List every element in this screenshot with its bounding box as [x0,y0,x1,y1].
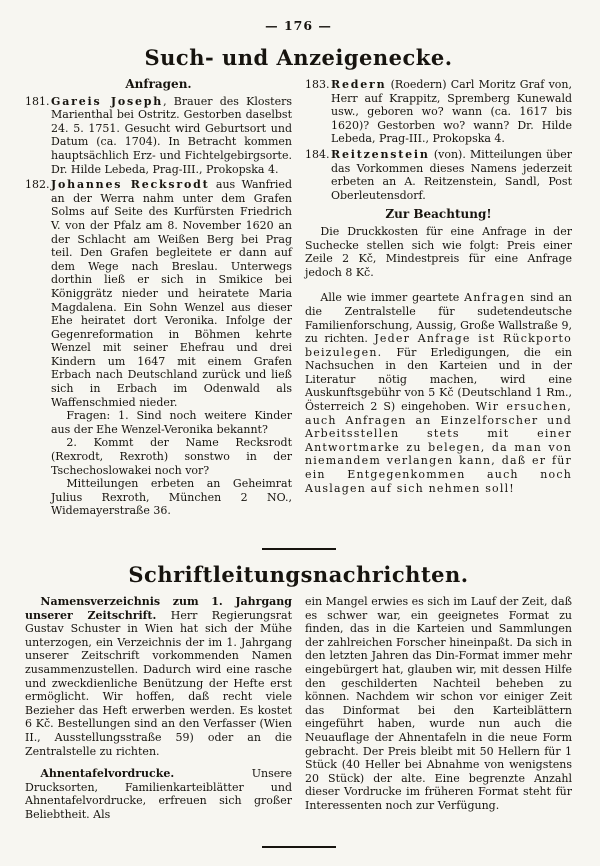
paragraph [51,409,292,436]
paragraph [331,148,572,202]
paragraph [25,767,292,821]
item-number: 182. [25,178,50,192]
schriftleitung-right-column [305,595,572,837]
body-text: aus Wanfried an der Werra nahm unter dem Grafen Solms auf Seite des Kurfürsten Friedrich V. von der Pfalz am 8. November 1620 an der Schlacht am Weißen Berg bei Prag teil. Den Grafen begleitete er dann auf dem Wege nach Breslau. Unterwegs dorthin ließ er sich in Smikice bei Königgrätz nieder und heiratete Maria Magdalena. Ein Sohn Wenzel aus dieser Ehe heiratet dort Veronika. Infolge der Gegenreformation in Böhmen kehrte Wenzel mit seiner Ehefrau und drei Kindern um 1647 mit einem Grafen Erbach nach Deutschland zurück und ließ sich in Erbach im Odenwald als Waffenschmied nieder. [51,178,292,409]
beachtung-heading: Zur Beachtung! [385,207,492,222]
section-divider-rule [262,548,336,550]
paragraph [51,178,292,409]
item-text [331,148,572,202]
emphasized-text: Gareis Joseph [51,94,164,108]
emphasized-text: Redern [331,78,387,91]
suchecke-left-column [25,78,292,540]
body-text: sind an die Zentralstelle für sudetendeutsche Familienforschung, Aussig, Große Wallstraße 9, zu richten. [305,291,572,346]
suchecke-right-column [305,78,572,540]
anfrage-item-183 [305,78,572,146]
body-text: (Roedern) Carl Moritz Graf von, Herr auf Krappitz, Spremberg Kunewald usw., geboren wo? wann (ca. 1617 bis 1620)? Gestorben wo? wann? Dr. Hilde Lebeda, Prag-III., Prokopska 4. [331,78,572,146]
section-title-schriftleitung: Schriftleitungsnachrichten. [128,562,469,587]
paragraph [305,291,572,495]
body-text: Die Druckkosten für eine Anfrage in der Suchecke stellen sich wie folgt: Preis einer Zeile 2 Kč, Mindestpreis für eine Anfrage jedoch 8 Kč. [305,224,572,279]
item-text [51,95,292,177]
anfrage-item-184 [305,148,572,202]
body-text: Fragen: 1. Sind noch weitere Kinder aus der Ehe Wenzel-Veronika bekannt? [51,409,292,436]
emphasized-text: Anfragen [464,291,526,305]
suchecke-columns [25,78,572,540]
item-number: 184. [305,147,330,161]
emphasized-text: Johannes Recksrodt [51,178,210,192]
item-text [331,78,572,146]
schriftleitung-columns [25,595,572,837]
item-number: 183. [305,78,330,91]
emphasized-text: Reitzenstein [331,147,430,161]
end-divider-rule [262,846,336,848]
emphasized-text: Wir ersuchen, auch Anfragen an Einzelforscher und Arbeitsstellen stets mit einer Antwortmarke zu belegen, da man von niemandem verlangen kann, daß er für ein Entgegenkommen auch noch Auslagen auf sich nehmen soll! [305,400,572,495]
body-text: Alle wie immer geartete [320,291,465,305]
paragraph [305,595,572,813]
paragraph [51,436,292,477]
beachtung-text [305,225,572,495]
anfragen-heading: Anfragen. [125,78,192,91]
body-text: Herr Regierungsrat Gustav Schuster in Wien hat sich der Mühe unterzogen, ein Verzeichnis der im 1. Jahrgang unserer Zeitschrift vorkommenden Namen zusammenzustellen. Dadurch wird eine rasche und zweckdienliche Benützung der Hefte erst ermöglicht. Wir hoffen, daß recht viele Bezieher das Heft erwerben werden. Es kostet 6 Kč. Bestellungen sind an den Verfasser (Wien II., Ausstellungsstraße 59) oder an die Zentralstelle zu richten. [25,608,292,758]
section-title-suchecke: Such- und Anzeigenecke. [144,45,453,70]
emphasized-text: Jeder Anfrage ist Rückporto beizulegen. [305,332,572,359]
emphasized-text: Ahnentafelvordrucke. [40,767,175,781]
schriftleitung-left-column [25,595,292,837]
body-text: ein Mangel erwies es sich im Lauf der Zeit, daß es schwer war, ein geeignetes Format zu finden, das in die Karteien und Sammlungen der zahlreichen Forscher hineinpaßt. Da sich in den letzten Jahren das Din-Format immer mehr eingebürgert hat, glauben wir, mit dessen Hilfe den geschilderten Nachteil beheben zu können. Nachdem wir schon vor einiger Zeit das Dinformat bei den Karteiblättern eingeführt haben, wurde nun auch die Neuauflage der Ahnentafeln in die neue Form gebracht. Der Preis bleibt mit 50 Hellern für 1 Stück (40 Heller bei Abnahme von wenigstens 20 Stück) der alte. Eine begrenzte Anzahl dieser Vordrucke im früheren Format steht für Interessenten noch zur Verfügung. [305,595,572,812]
paragraph [331,78,572,146]
paragraph [305,225,572,279]
body-text: 2. Kommt der Name Recksrodt (Rexrodt, Rexroth) sonstwo in der Tschechoslowakei noch vor? [51,436,292,477]
paragraph [25,595,292,758]
paragraph [51,95,292,177]
item-text [51,178,292,518]
paragraph [51,477,292,518]
anfrage-item-182 [25,178,292,518]
page-number: — 176 — [265,18,332,33]
item-number: 181. [25,94,50,108]
anfrage-item-181 [25,95,292,177]
body-text: (von). Mitteilungen über das Vorkommen dieses Namens jederzeit erbeten an A. Reitzenstein, Sandl, Post Oberleutensdorf. [331,147,572,202]
body-text: Unsere Drucksorten, Familienkarteiblätter und Ahnentafelvordrucke, erfreuen sich großer Beliebtheit. Als [25,767,292,821]
body-text: Für Erledigungen, die ein Nachsuchen in den Karteien und in der Literatur nötig machen, wird eine Auskunftsgebühr von 5 Kč (Deutschland 1 Rm., Österreich 2 S) eingehoben. [305,345,572,414]
body-text: , Brauer des Klosters Marienthal bei Ostritz. Gestorben daselbst 24. 5. 1751. Gesucht wird Geburtsort und Datum (ca. 1704). In Betracht kommen hauptsächlich Erz- und Fichtelgebirgsorte. Dr. Hilde Lebeda, Prag-III., Prokopska 4. [51,94,292,176]
body-text: Mitteilungen erbeten an Geheimrat Julius Rexroth, München 2 NO., Widemayerstraße 36. [51,477,292,518]
emphasized-text: Namensverzeichnis zum 1. Jahrgang unserer Zeitschrift. [25,595,292,622]
